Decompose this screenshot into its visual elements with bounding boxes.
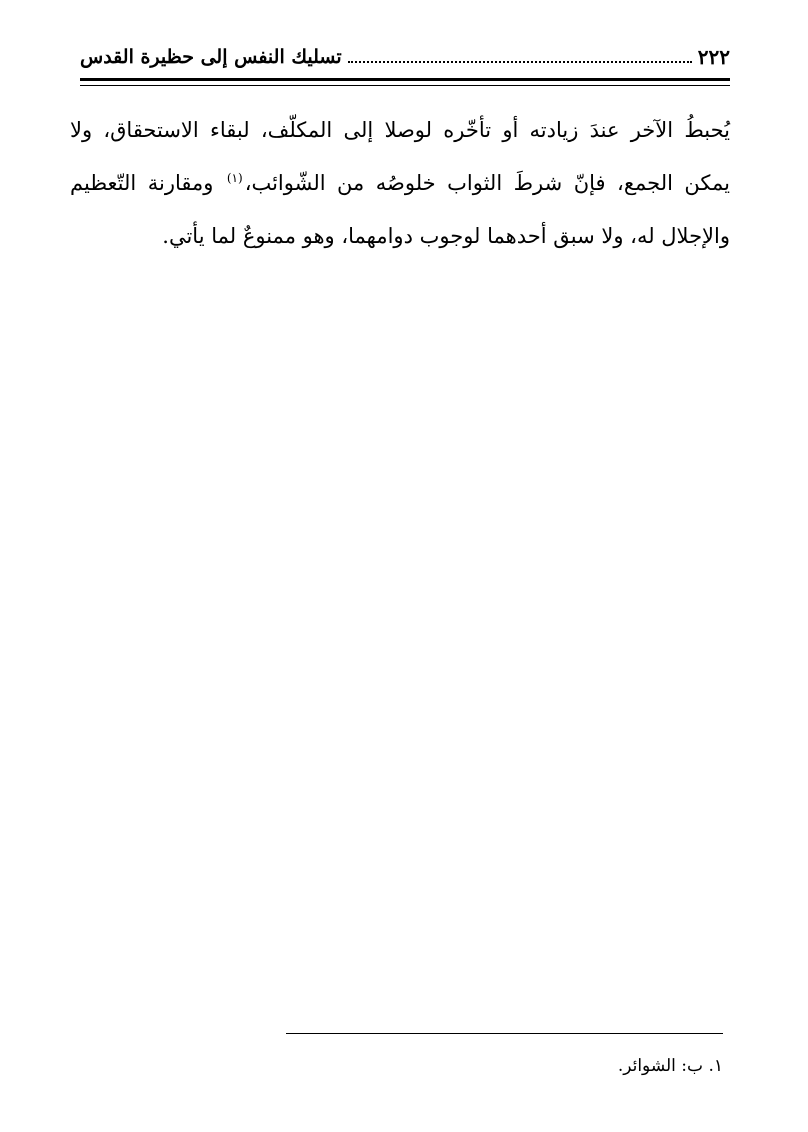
header-rule-thin (80, 85, 730, 86)
header-rule-thick (80, 78, 730, 81)
header-dot-leader (348, 61, 692, 63)
footnote-separator (286, 1033, 723, 1034)
body-text-part-2: ومقارنة التّعظيم والإجلال له، ولا سبق أحدهما لوجوب دوامهما، وهو ممنوعٌ لما يأتي. (70, 171, 730, 248)
running-title: تسليك النفس إلى حظيرة القدس (80, 45, 342, 68)
page-number: ٢٢٢ (697, 45, 730, 69)
footnote-1: ١. ب: الشوائر. (617, 1056, 723, 1076)
body-paragraph (70, 104, 730, 263)
body-text-part-1: يُحبطُ الآخر عندَ زيادته أو تأخّره لوصلا إلى المكلّف، لبقاء الاستحقاق، ولا يمكن الجمع، فإنّ شرطَ الثواب خلوصُه من الشّوائب، (70, 118, 730, 195)
footnote-reference: (١) (226, 171, 243, 185)
running-header (80, 40, 730, 74)
